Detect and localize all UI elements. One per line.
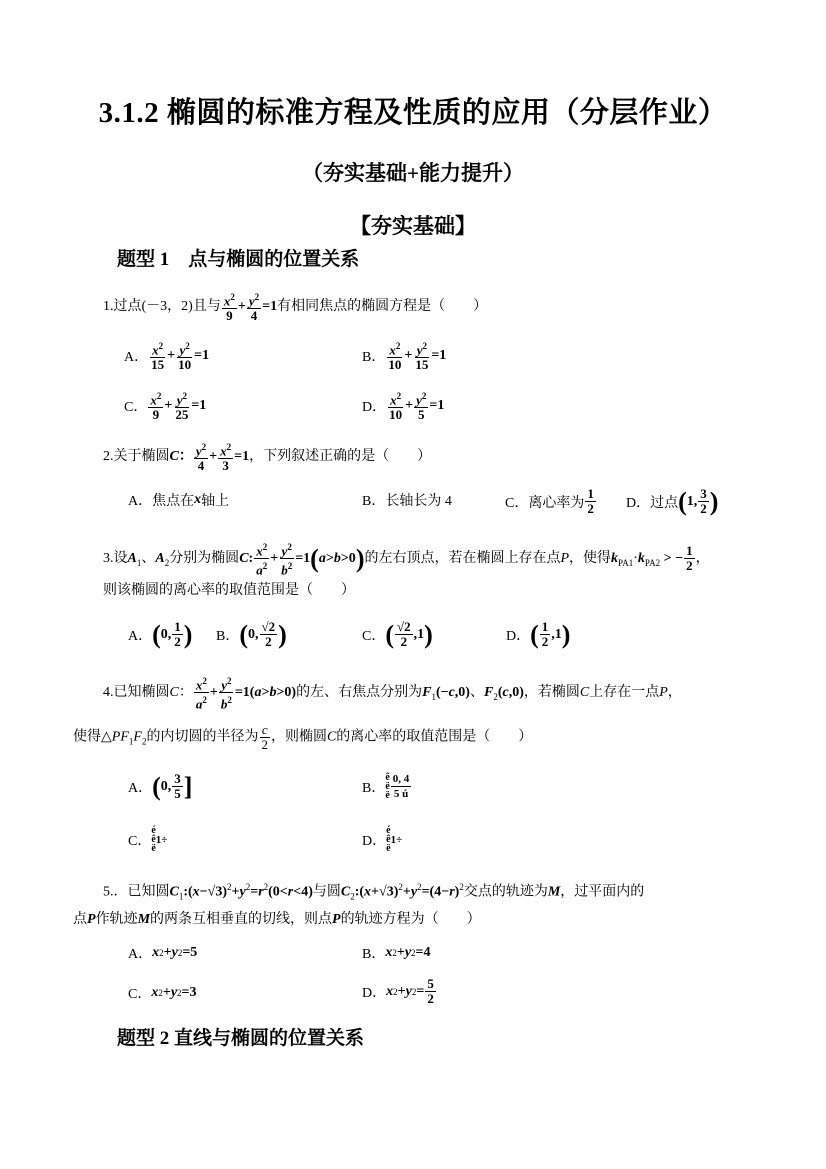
page-title: 3.1.2 椭圆的标准方程及性质的应用（分层作业） bbox=[98, 97, 728, 129]
question-4: 4.已知椭圆C： $\frac{x^2}{a^2}$ + $\frac{y^2}{b^2}$ =1(a>b>0)的左、右焦点分别为$F_1(-c,0)$、$F_2(c,0)$，若椭圆C上存在一点P， bbox=[103, 676, 682, 712]
q4-option-d[interactable]: D． é ê ë 1÷ bbox=[362, 825, 403, 854]
question-type-2: 题型 2 直线与椭圆的位置关系 bbox=[117, 1028, 365, 1049]
q3-option-d[interactable]: D． ( $\frac{1}{2}$ ,1 ) bbox=[506, 619, 571, 649]
q2-option-d[interactable]: D．过点 ( 1, $\frac{3}{2}$ ) bbox=[626, 486, 719, 516]
q1-option-c[interactable]: C． $\frac{x^2}{9}$ + $\frac{y^2}{25}$ =1 bbox=[124, 391, 207, 423]
question-3: 3.设$A_1$、$A_2$分别为椭圆C: $\frac{x^2}{a^2}$ + $\frac{y^2}{b^2}$ =1(a>b>0)的左右顶点，若在椭圆上存在点P，使得$k_{PA1}\cdot k_{PA2}$ > − $\frac{1}{2}$ ， bbox=[103, 542, 710, 578]
q4-option-a[interactable]: A． ( 0, $\frac{3}{5}$ ] bbox=[128, 771, 193, 801]
page-subtitle: （夯实基础+能力提升） bbox=[302, 161, 524, 185]
question-5: 5.．已知圆$C_1:(x-√3)^2+y^2=r^2(0<r<4)$与圆$C_2:(x+√3)^2+y^2=(4-r)^2$交点的轨迹为M，过平面内的 bbox=[103, 882, 645, 902]
q2-option-c[interactable]: C．离心率为 $\frac{1}{2}$ bbox=[505, 486, 594, 516]
section-heading: 【夯实基础】 bbox=[350, 214, 476, 238]
q3-option-b[interactable]: B． ( 0, $\frac{√2}{2}$ ) bbox=[216, 619, 287, 649]
q1-option-a[interactable]: A． $\frac{x^2}{15}$ + $\frac{y^2}{10}$ =1 bbox=[124, 341, 210, 373]
q3-option-c[interactable]: C． ( $\frac{√2}{2}$ ,1 ) bbox=[362, 619, 433, 649]
question-2: 2.关于椭圆C： $\frac{y^2}{4}$ + $\frac{x^2}{3}$ =1，下列叙述正确的是（ ） bbox=[103, 442, 432, 474]
q5-option-d[interactable]: D． x 2 + y 2 = $\frac{5}{2}$ bbox=[362, 976, 434, 1006]
q4-option-c[interactable]: C． é ê ë 1÷ bbox=[128, 825, 168, 854]
q2-option-a[interactable]: A．焦点在 x 轴上 bbox=[128, 492, 230, 509]
q1-option-d[interactable]: D． $\frac{x^2}{10}$ + $\frac{y^2}{5}$ =1 bbox=[362, 391, 445, 423]
question-1: 1.过点(－3，2)且与 $\frac{x^2}{9}$ + $\frac{y^2}{4}$ =1有相同焦点的椭圆方程是（ ） bbox=[103, 292, 488, 324]
q4-option-b[interactable]: B． ê ë ë $\frac{0, 4}{5 ú}$ bbox=[362, 772, 410, 801]
q2-option-b[interactable]: B．长轴长为 4 bbox=[362, 494, 452, 509]
q3-option-a[interactable]: A． ( 0, $\frac{1}{2}$ ) bbox=[128, 619, 193, 649]
question-4-line-2: 使得$\triangle PF_1F_2$的内切圆的半径为 $\frac{c}{2}$ ，则椭圆C的离心率的取值范围是（ ） bbox=[73, 722, 533, 752]
question-5-line-2: 点P作轨迹M的两条互相垂直的切线，则点P的轨迹方程为（ ） bbox=[73, 912, 481, 927]
q1-option-b[interactable]: B． $\frac{x^2}{10}$ + $\frac{y^2}{15}$ =1 bbox=[362, 341, 447, 373]
q5-option-a[interactable]: A． x 2 + y 2 =5 bbox=[128, 945, 198, 962]
question-3-line-2: 则该椭圆的离心率的取值范围是（ ） bbox=[103, 583, 355, 598]
q5-option-b[interactable]: B． x 2 + y 2 =4 bbox=[362, 945, 431, 962]
question-type-1: 题型 1 点与椭圆的位置关系 bbox=[117, 249, 360, 270]
q5-option-c[interactable]: C． x 2 + y 2 =3 bbox=[128, 985, 197, 1002]
